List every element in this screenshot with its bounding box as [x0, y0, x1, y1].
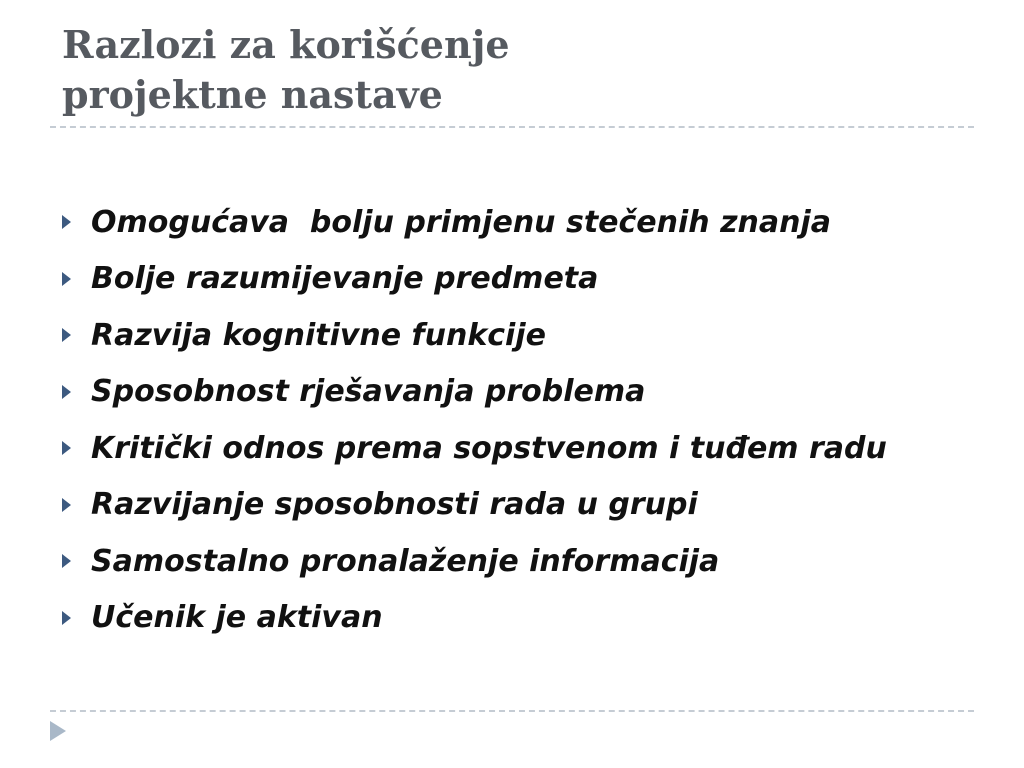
bullet-text: Sposobnost rješavanja problema: [91, 374, 646, 410]
triangle-bullet-icon: [62, 328, 71, 342]
footer-divider: [50, 710, 974, 712]
slide-title: Razlozi za korišćenje projektne nastave: [62, 22, 510, 117]
triangle-bullet-icon: [62, 498, 71, 512]
bullet-text: Učenik je aktivan: [91, 600, 383, 636]
bullet-item: [62, 420, 887, 477]
bullet-text: Omogućava bolju primjenu stečenih znanja: [91, 204, 832, 240]
bullet-item: [62, 590, 887, 647]
triangle-bullet-icon: [62, 272, 71, 286]
triangle-bullet-icon: [62, 385, 71, 399]
triangle-bullet-icon: [62, 554, 71, 568]
triangle-bullet-icon: [62, 611, 71, 625]
bullet-text: Bolje razumijevanje predmeta: [91, 261, 599, 297]
title-divider: [50, 126, 974, 128]
triangle-bullet-icon: [62, 215, 71, 229]
bullet-item: [62, 364, 887, 421]
bullet-item: [62, 477, 887, 534]
bullet-text: Kritički odnos prema sopstvenom i tuđem radu: [91, 430, 887, 466]
play-triangle-icon[interactable]: [50, 721, 66, 741]
bullet-item: [62, 251, 887, 308]
bullet-text: Razvijanje sposobnosti rada u grupi: [91, 487, 698, 523]
bullet-item: [62, 533, 887, 590]
triangle-bullet-icon: [62, 441, 71, 455]
bullet-list: [62, 194, 887, 646]
bullet-text: Razvija kognitivne funkcije: [91, 317, 546, 353]
bullet-item: [62, 194, 887, 251]
bullet-text: Samostalno pronalaženje informacija: [91, 543, 720, 579]
bullet-item: [62, 307, 887, 364]
